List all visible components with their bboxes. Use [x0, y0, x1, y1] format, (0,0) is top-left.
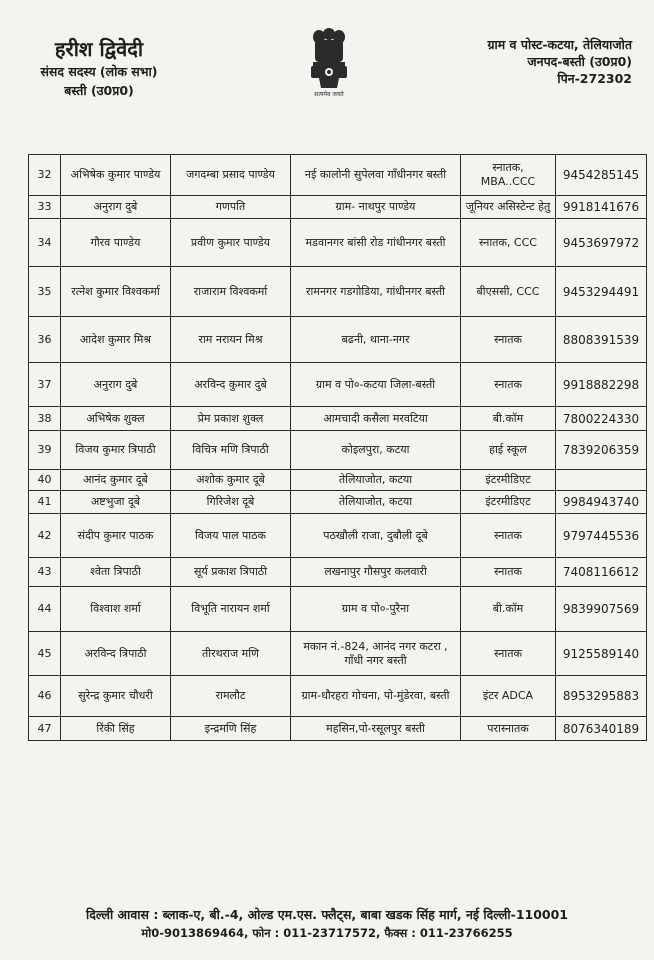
serial-cell: 47	[29, 717, 61, 741]
qualification-cell: जूनियर असिस्टेन्ट हेतु	[461, 196, 556, 219]
phone-cell	[556, 470, 647, 491]
address-cell: ग्राम व पो०-कटया जिला-बस्ती	[291, 363, 461, 407]
serial-cell: 35	[29, 267, 61, 317]
serial-cell: 41	[29, 491, 61, 514]
mp-constituency: बस्ती (उ0प्र0)	[64, 83, 134, 98]
table-row	[29, 587, 647, 632]
table-row	[29, 491, 647, 514]
qualification-cell: इंटरमीडिएट	[461, 470, 556, 491]
phone-cell: 9984943740	[556, 491, 647, 514]
name-cell: गौरव पाण्डेय	[61, 219, 171, 267]
address-cell: महसिन,पो-रसूलपुर बस्ती	[291, 717, 461, 741]
address-line-1: ग्राम व पोस्ट-कटया, तेलियाजोत	[487, 37, 632, 52]
phone-cell: 8953295883	[556, 676, 647, 717]
address-cell: बढनी, थाना-नगर	[291, 317, 461, 363]
father-name-cell: सूर्य प्रकाश त्रिपाठी	[171, 558, 291, 587]
table-row	[29, 632, 647, 676]
name-cell: अरविन्द त्रिपाठी	[61, 632, 171, 676]
address-line-2: जनपद-बस्ती (उ0प्र0)	[527, 54, 632, 69]
father-name-cell: जगदम्बा प्रसाद पाण्डेय	[171, 155, 291, 196]
father-name-cell: गिरिजेश दूबे	[171, 491, 291, 514]
qualification-cell: इंटरमीडिएट	[461, 491, 556, 514]
serial-cell: 42	[29, 514, 61, 558]
serial-cell: 37	[29, 363, 61, 407]
mp-designation: संसद सदस्य (लोक सभा)	[40, 64, 158, 79]
address-cell: ग्राम- नाथपुर पाण्डेय	[291, 196, 461, 219]
father-name-cell: अरविन्द कुमार दुबे	[171, 363, 291, 407]
table-row	[29, 363, 647, 407]
father-name-cell: रामलौट	[171, 676, 291, 717]
address-cell: नई कालोनी सुपेलवा गाँधीनगर बस्ती	[291, 155, 461, 196]
serial-cell: 45	[29, 632, 61, 676]
address-line-3: पिन-272302	[557, 71, 632, 86]
qualification-cell: बीएससी, CCC	[461, 267, 556, 317]
table-row	[29, 407, 647, 431]
name-cell: अनुराग दुबे	[61, 196, 171, 219]
name-cell: अनुराग दुबे	[61, 363, 171, 407]
header-left	[14, 36, 184, 100]
phone-cell: 9454285145	[556, 155, 647, 196]
candidate-table	[28, 154, 647, 741]
qualification-cell: स्नातक	[461, 558, 556, 587]
father-name-cell: प्रवीण कुमार पाण्डेय	[171, 219, 291, 267]
national-emblem	[304, 26, 354, 106]
phone-cell: 7408116612	[556, 558, 647, 587]
name-cell: रत्नेश कुमार विश्वकर्मा	[61, 267, 171, 317]
table-row	[29, 676, 647, 717]
address-cell: मडवानगर बांसी रोड गांधीनगर बस्ती	[291, 219, 461, 267]
address-cell: आमचादी कसैला मरवटिया	[291, 407, 461, 431]
phone-cell: 9125589140	[556, 632, 647, 676]
serial-cell: 43	[29, 558, 61, 587]
table-row	[29, 470, 647, 491]
name-cell: अभिषेक कुमार पाण्डेय	[61, 155, 171, 196]
name-cell: आनंद कुमार दूबे	[61, 470, 171, 491]
name-cell: विश्वाश शर्मा	[61, 587, 171, 632]
address-cell: ग्राम-धौरहरा गोचना, पो-मुंडेरवा, बस्ती	[291, 676, 461, 717]
serial-cell: 38	[29, 407, 61, 431]
serial-cell: 34	[29, 219, 61, 267]
address-cell: मकान नं.-824, आनंद नगर कटरा , गाँधी नगर बस्ती	[291, 632, 461, 676]
father-name-cell: विभूति नारायन शर्मा	[171, 587, 291, 632]
qualification-cell: स्नातक	[461, 317, 556, 363]
name-cell: संदीप कुमार पाठक	[61, 514, 171, 558]
footer	[0, 906, 654, 942]
serial-cell: 33	[29, 196, 61, 219]
name-cell: रिंकी सिंह	[61, 717, 171, 741]
qualification-cell: स्नातक	[461, 632, 556, 676]
phone-cell: 7800224330	[556, 407, 647, 431]
phone-cell: 8808391539	[556, 317, 647, 363]
qualification-cell: बी.कॉम	[461, 407, 556, 431]
address-cell: लखनापुर गौसपुर कलवारी	[291, 558, 461, 587]
serial-cell: 32	[29, 155, 61, 196]
father-name-cell: गणपति	[171, 196, 291, 219]
address-cell: तेलियाजोत, कटया	[291, 470, 461, 491]
name-cell: श्वेता त्रिपाठी	[61, 558, 171, 587]
name-cell: विजय कुमार त्रिपाठी	[61, 431, 171, 470]
father-name-cell: अशोक कुमार दूबे	[171, 470, 291, 491]
emblem-motto: सत्यमेव जयते	[314, 91, 344, 98]
qualification-cell: इंटर ADCA	[461, 676, 556, 717]
delhi-address: दिल्ली आवास : ब्लाक-ए, बी.-4, ओल्ड एम.एस. फ्लैट्स, बाबा खडक सिंह मार्ग, नई दिल्ली-110001	[85, 907, 569, 922]
table-row	[29, 196, 647, 219]
father-name-cell: इन्द्रमणि सिंह	[171, 717, 291, 741]
father-name-cell: विजय पाल पाठक	[171, 514, 291, 558]
table-row	[29, 717, 647, 741]
header-right	[402, 36, 632, 87]
table-row	[29, 514, 647, 558]
mp-name: हरीश द्विवेदी	[54, 37, 144, 61]
address-cell: रामनगर गडगोडिया, गांधीनगर बस्ती	[291, 267, 461, 317]
qualification-cell: स्नातक	[461, 514, 556, 558]
table-row	[29, 558, 647, 587]
phone-cell: 9918882298	[556, 363, 647, 407]
phone-cell: 9839907569	[556, 587, 647, 632]
father-name-cell: राम नरायन मिश्र	[171, 317, 291, 363]
name-cell: सुरेन्द्र कुमार चौधरी	[61, 676, 171, 717]
serial-cell: 36	[29, 317, 61, 363]
phone-cell: 9453294491	[556, 267, 647, 317]
qualification-cell: स्नातक, CCC	[461, 219, 556, 267]
table-row	[29, 317, 647, 363]
name-cell: अष्टभुजा दूबे	[61, 491, 171, 514]
phone-cell: 9453697972	[556, 219, 647, 267]
lion-capital-icon	[307, 26, 351, 90]
name-cell: आदेश कुमार मिश्र	[61, 317, 171, 363]
phone-cell: 9918141676	[556, 196, 647, 219]
father-name-cell: प्रेम प्रकाश शुक्ल	[171, 407, 291, 431]
qualification-cell: स्नातक, MBA..CCC	[461, 155, 556, 196]
qualification-cell: स्नातक	[461, 363, 556, 407]
table-row	[29, 219, 647, 267]
contact-numbers: मो0-9013869464, फोन : 011-23717572, फैक्स : 011-23766255	[141, 926, 513, 940]
table-row	[29, 267, 647, 317]
serial-cell: 40	[29, 470, 61, 491]
qualification-cell: परास्नातक	[461, 717, 556, 741]
address-cell: ग्राम व पो०-पुरैना	[291, 587, 461, 632]
name-cell: अभिषेक शुक्ल	[61, 407, 171, 431]
address-cell: तेलियाजोत, कटया	[291, 491, 461, 514]
qualification-cell: हाई स्कूल	[461, 431, 556, 470]
table-row	[29, 155, 647, 196]
phone-cell: 9797445536	[556, 514, 647, 558]
father-name-cell: विचित्र मणि त्रिपाठी	[171, 431, 291, 470]
phone-cell: 8076340189	[556, 717, 647, 741]
serial-cell: 46	[29, 676, 61, 717]
phone-cell: 7839206359	[556, 431, 647, 470]
father-name-cell: राजाराम विश्वकर्मा	[171, 267, 291, 317]
table-row	[29, 431, 647, 470]
father-name-cell: तीरथराज मणि	[171, 632, 291, 676]
serial-cell: 39	[29, 431, 61, 470]
qualification-cell: बी.कॉम	[461, 587, 556, 632]
serial-cell: 44	[29, 587, 61, 632]
address-cell: पठखौली राजा, दुबौली दूबे	[291, 514, 461, 558]
address-cell: कोइलपुरा, कटया	[291, 431, 461, 470]
